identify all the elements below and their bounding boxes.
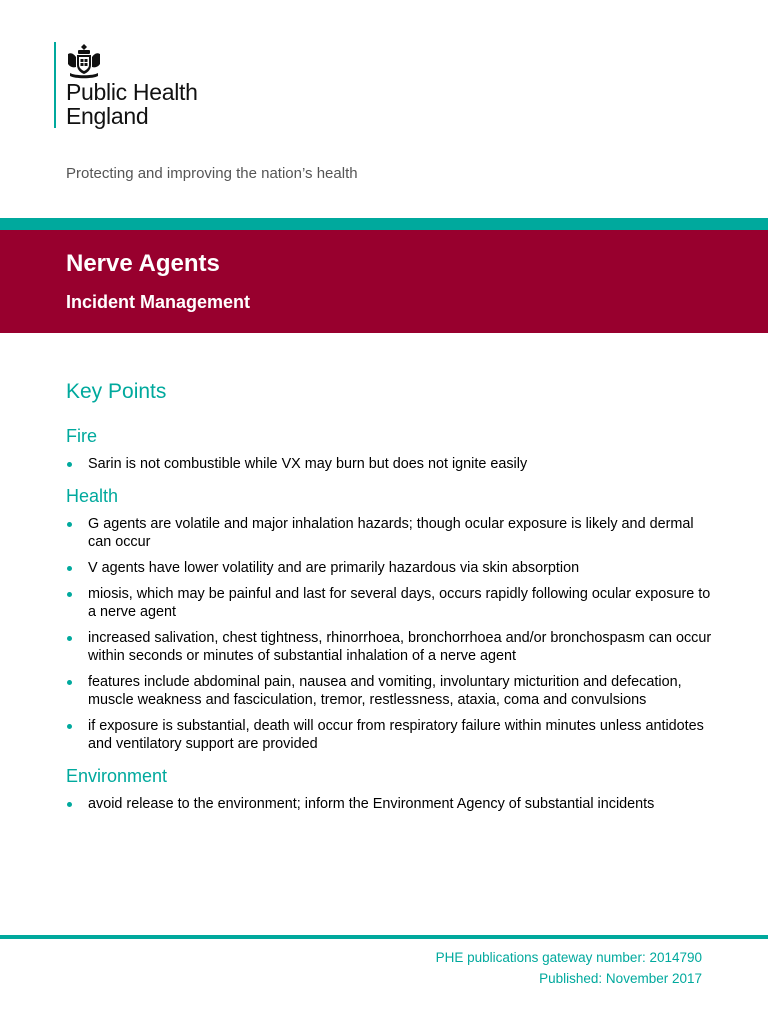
bullet-icon [67,636,72,641]
tagline: Protecting and improving the nation’s health [66,165,358,182]
royal-crest-icon [64,42,104,80]
list-item [66,629,716,665]
section-heading: Health [66,486,119,506]
bullet-list [66,455,716,473]
bullet-list [66,795,716,813]
bullet-icon [67,462,72,467]
gateway-number: PHE publications gateway number: 2014790 [435,950,702,965]
published-date: Published: November 2017 [539,971,702,986]
document-subtitle: Incident Management [66,292,251,312]
list-item-text: Sarin is not combustible while VX may burn but does not ignite easily [88,456,528,472]
list-item-text: V agents have lower volatility and are primarily hazardous via skin absorption [88,560,580,576]
list-item [66,673,716,709]
logo-divider [54,42,56,128]
org-name-line2: England [66,103,149,129]
bullet-icon [67,680,72,685]
top-accent-bar [0,218,768,230]
section-heading: Fire [66,426,97,446]
organisation-name [66,80,198,128]
bottom-accent-bar [0,935,768,939]
bullet-icon [67,592,72,597]
org-name-line1: Public Health [66,79,198,105]
key-points-sections [66,425,716,813]
document-title: Nerve Agents [66,250,220,277]
bullet-icon [67,522,72,527]
list-item-text: features include abdominal pain, nausea and vomiting, involuntary micturition and defecation, muscle weakness and fasciculation, tremor, restlessness, ataxia, coma and convulsions [88,674,682,708]
list-item-text: if exposure is substantial, death will occur from respiratory failure within minutes unless antidotes and ventilatory support are provided [88,718,704,752]
key-points-heading: Key Points [66,380,167,403]
bullet-icon [67,724,72,729]
list-item [66,795,716,813]
list-item-text: miosis, which may be painful and last for several days, occurs rapidly following ocular exposure to a nerve agent [88,586,711,620]
list-item [66,455,716,473]
list-item [66,585,716,621]
section-heading: Environment [66,766,168,786]
bullet-list [66,515,716,753]
footer [436,947,702,989]
list-item [66,515,716,551]
title-banner [0,230,768,333]
key-points-content [66,378,716,825]
list-item-text: avoid release to the environment; inform the Environment Agency of substantial incidents [88,796,655,812]
list-item-text: increased salivation, chest tightness, rhinorrhoea, bronchorrhoea and/or bronchospasm can occur within seconds or minutes of substantial inhalation of a nerve agent [88,630,712,664]
list-item-text: G agents are volatile and major inhalation hazards; though ocular exposure is likely and dermal can occur [88,516,694,550]
bullet-icon [67,566,72,571]
list-item [66,559,716,577]
bullet-icon [67,802,72,807]
list-item [66,717,716,753]
